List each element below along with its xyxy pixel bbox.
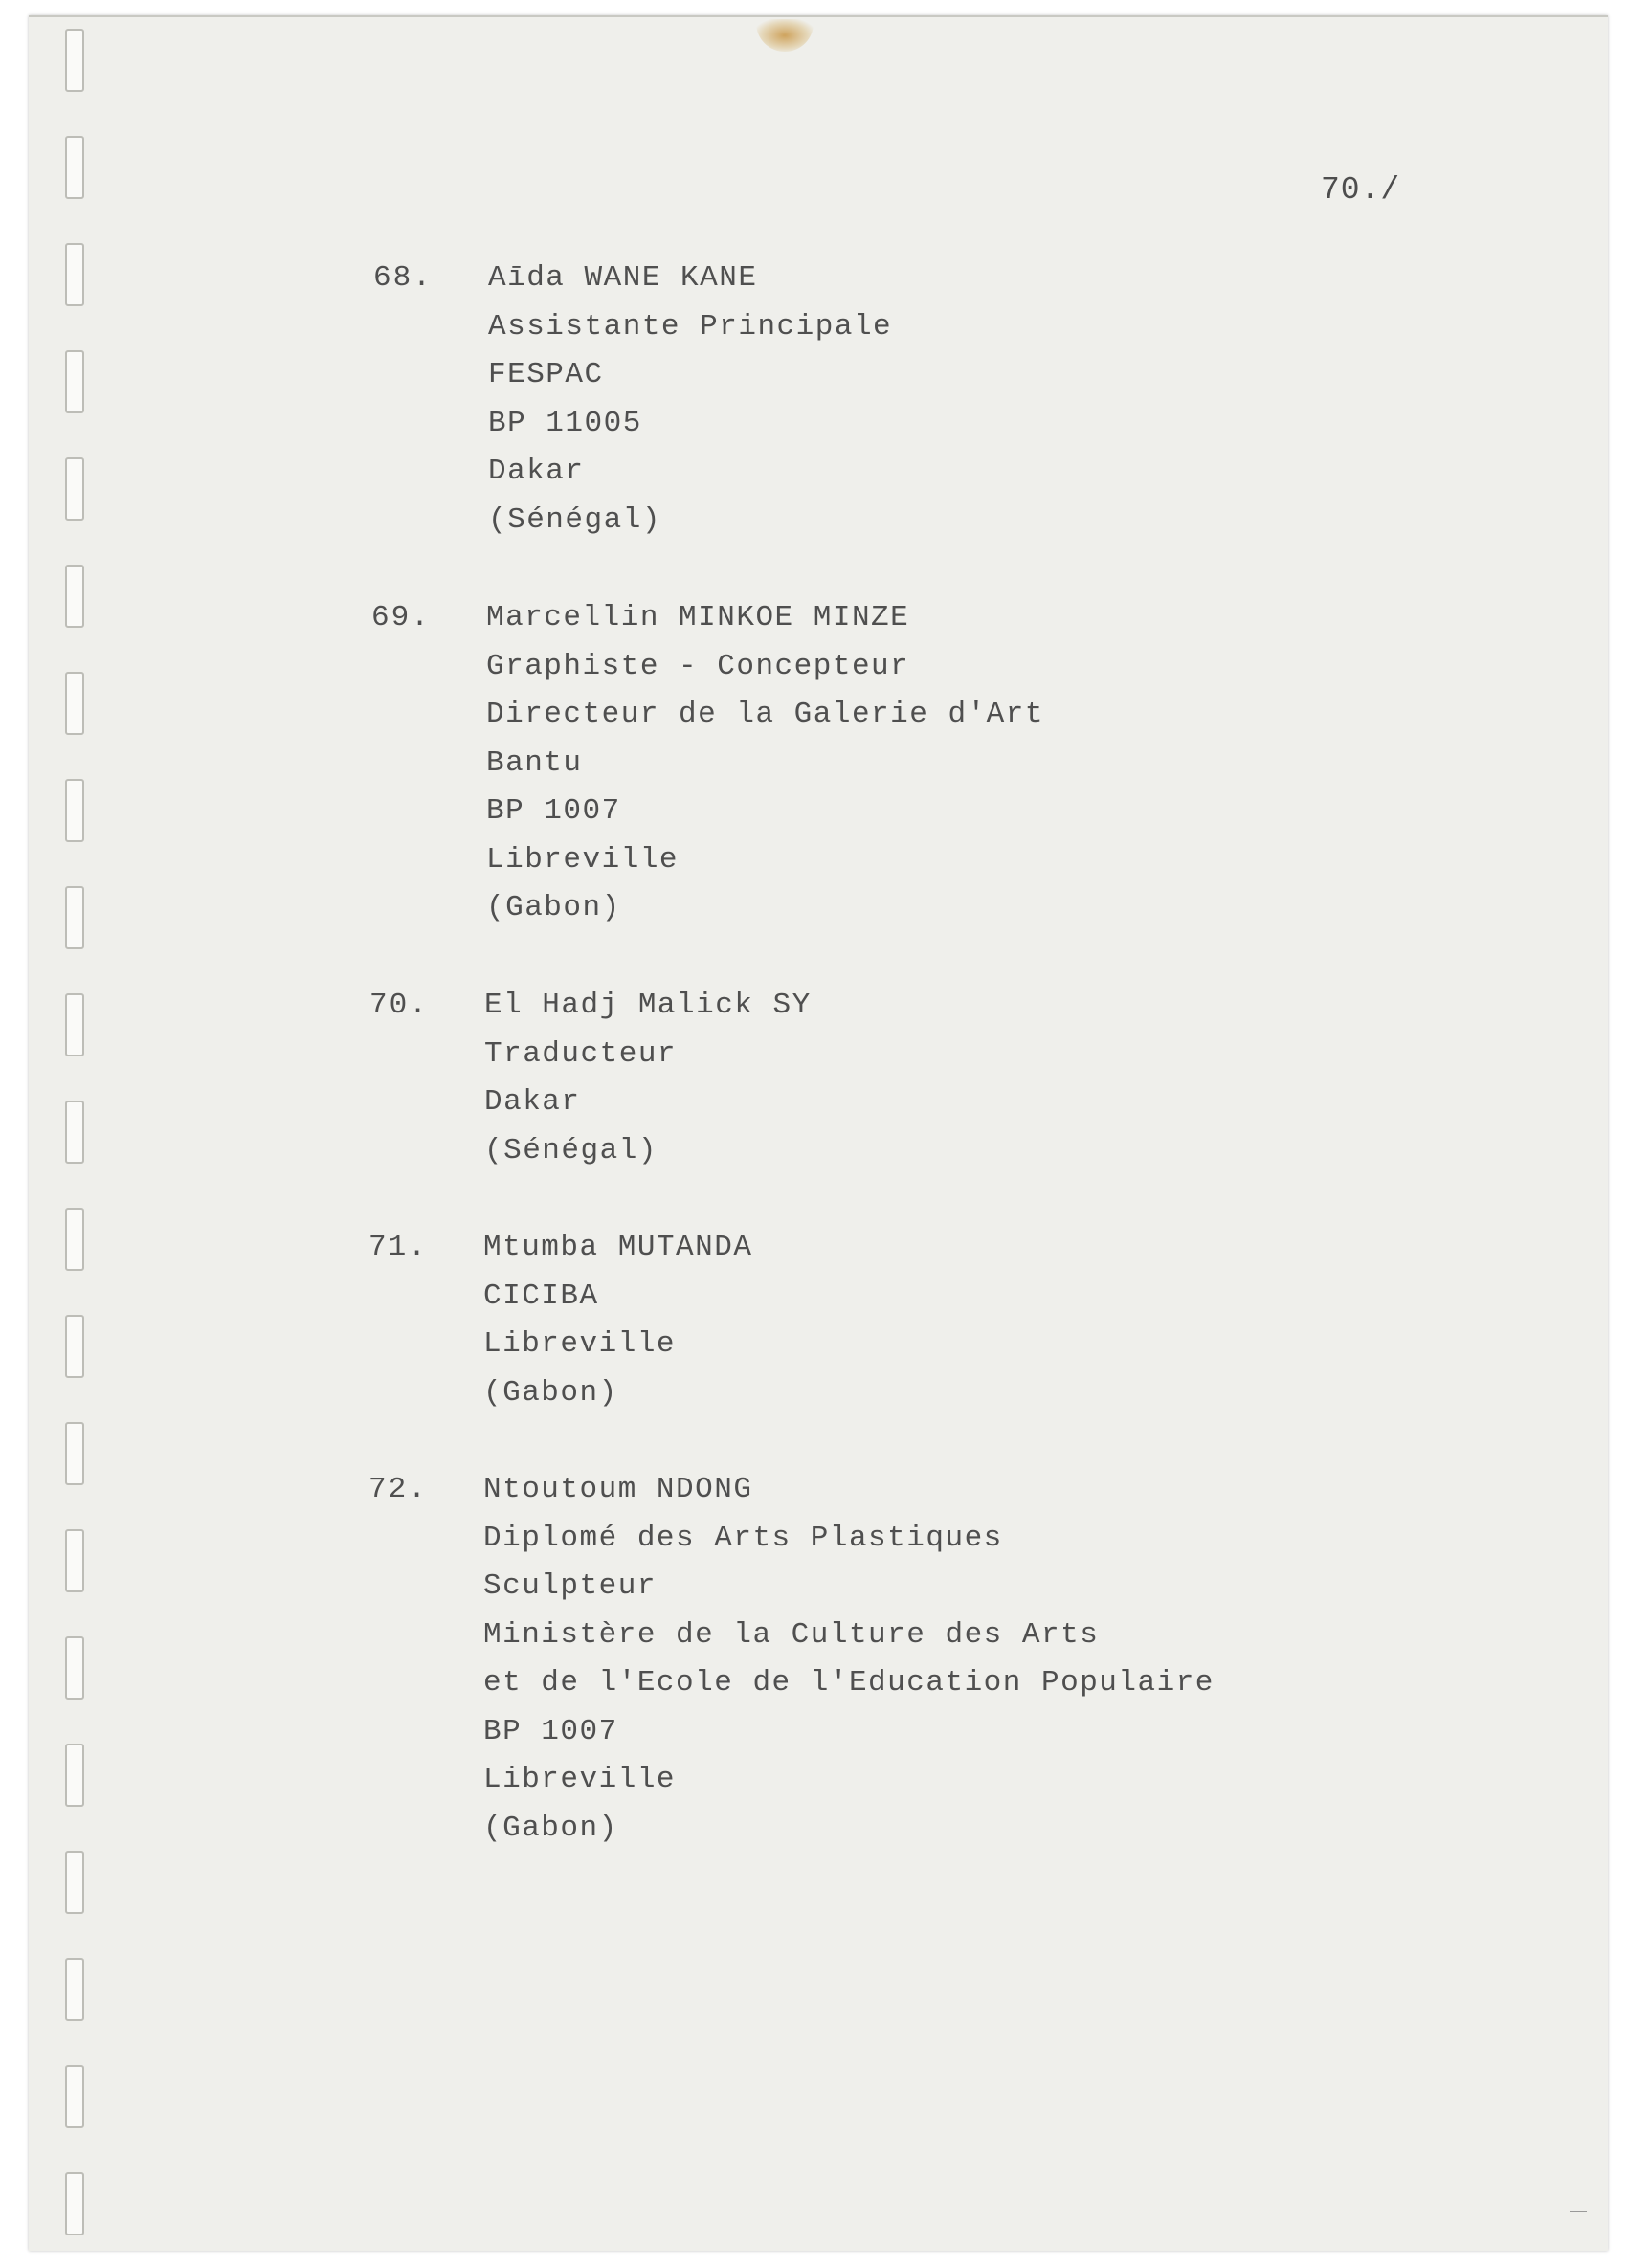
punch-hole bbox=[65, 1958, 84, 2021]
entry-line: Traducteur bbox=[484, 1036, 678, 1071]
entry-name: El Hadj Malick SY bbox=[484, 989, 812, 1022]
entry-name: Aīda WANE KANE bbox=[488, 261, 758, 295]
punch-hole bbox=[65, 350, 84, 413]
stain-mark bbox=[756, 19, 814, 52]
entry-line: (Gabon) bbox=[486, 891, 621, 924]
entry-name: Mtumba MUTANDA bbox=[483, 1231, 753, 1264]
punch-hole bbox=[65, 2172, 84, 2235]
punch-hole bbox=[65, 1851, 84, 1914]
punch-hole bbox=[65, 1422, 84, 1485]
page-number: 70./ bbox=[1321, 172, 1401, 208]
entry-number: 68. bbox=[373, 261, 433, 295]
corner-mark bbox=[1570, 2211, 1587, 2212]
entry-lines bbox=[488, 255, 1349, 545]
entry-line: Libreville bbox=[483, 1327, 677, 1361]
punch-hole bbox=[65, 457, 84, 521]
entry-number: 70. bbox=[369, 989, 429, 1022]
punch-hole bbox=[65, 243, 84, 306]
entry-name: Ntoutoum NDONG bbox=[483, 1473, 753, 1506]
punch-hole bbox=[65, 993, 84, 1056]
punch-hole bbox=[65, 672, 84, 735]
entry-line: BP 1007 bbox=[486, 794, 621, 828]
punch-hole bbox=[65, 1636, 84, 1700]
entry-lines bbox=[486, 594, 1348, 933]
punch-hole bbox=[65, 1101, 84, 1164]
entry-line: Assistante Principale bbox=[488, 309, 893, 344]
punch-hole bbox=[65, 1208, 84, 1271]
entry-line: FESPAC bbox=[488, 358, 604, 391]
entry-line: Diplomé des Arts Plastiques bbox=[483, 1521, 1003, 1555]
punch-hole bbox=[65, 29, 84, 92]
entry-lines bbox=[484, 982, 1346, 1175]
entry-number: 72. bbox=[368, 1473, 428, 1506]
entry-line: (Gabon) bbox=[483, 1375, 618, 1410]
entry-line: BP 11005 bbox=[488, 406, 642, 440]
entry-line: Libreville bbox=[486, 842, 680, 877]
entry-line: CICIBA bbox=[483, 1279, 599, 1313]
punch-hole bbox=[65, 1529, 84, 1592]
punch-hole bbox=[65, 2065, 84, 2128]
punch-hole bbox=[65, 1315, 84, 1378]
entry-line: Libreville bbox=[483, 1763, 677, 1796]
entry-line: Graphiste - Concepteur bbox=[486, 649, 910, 683]
entry-line: Ministère de la Culture des Arts bbox=[483, 1617, 1100, 1652]
punch-hole bbox=[65, 1744, 84, 1807]
entry-line: (Sénégal) bbox=[488, 502, 661, 537]
entry-line: Dakar bbox=[488, 455, 585, 488]
entry-number: 69. bbox=[371, 601, 431, 634]
punch-hole bbox=[65, 886, 84, 949]
entry-lines bbox=[483, 1466, 1345, 1853]
entry-line: (Sénégal) bbox=[484, 1133, 658, 1167]
entry-line: Sculpteur bbox=[483, 1569, 657, 1603]
entry-name: Marcellin MINKOE MINZE bbox=[486, 601, 910, 634]
entry-lines bbox=[483, 1224, 1345, 1417]
entry-line: Dakar bbox=[484, 1085, 581, 1119]
punch-hole bbox=[65, 779, 84, 842]
punch-hole bbox=[65, 136, 84, 199]
entry-line: (Gabon) bbox=[483, 1811, 618, 1845]
entry-number: 71. bbox=[368, 1231, 428, 1264]
punch-hole bbox=[65, 565, 84, 628]
document-page bbox=[29, 15, 1608, 2251]
entry-line: BP 1007 bbox=[483, 1714, 618, 1748]
entry-line: Bantu bbox=[486, 745, 583, 780]
entry-line: Directeur de la Galerie d'Art bbox=[486, 698, 1044, 731]
entry-line: et de l'Ecole de l'Education Populaire bbox=[483, 1666, 1215, 1700]
